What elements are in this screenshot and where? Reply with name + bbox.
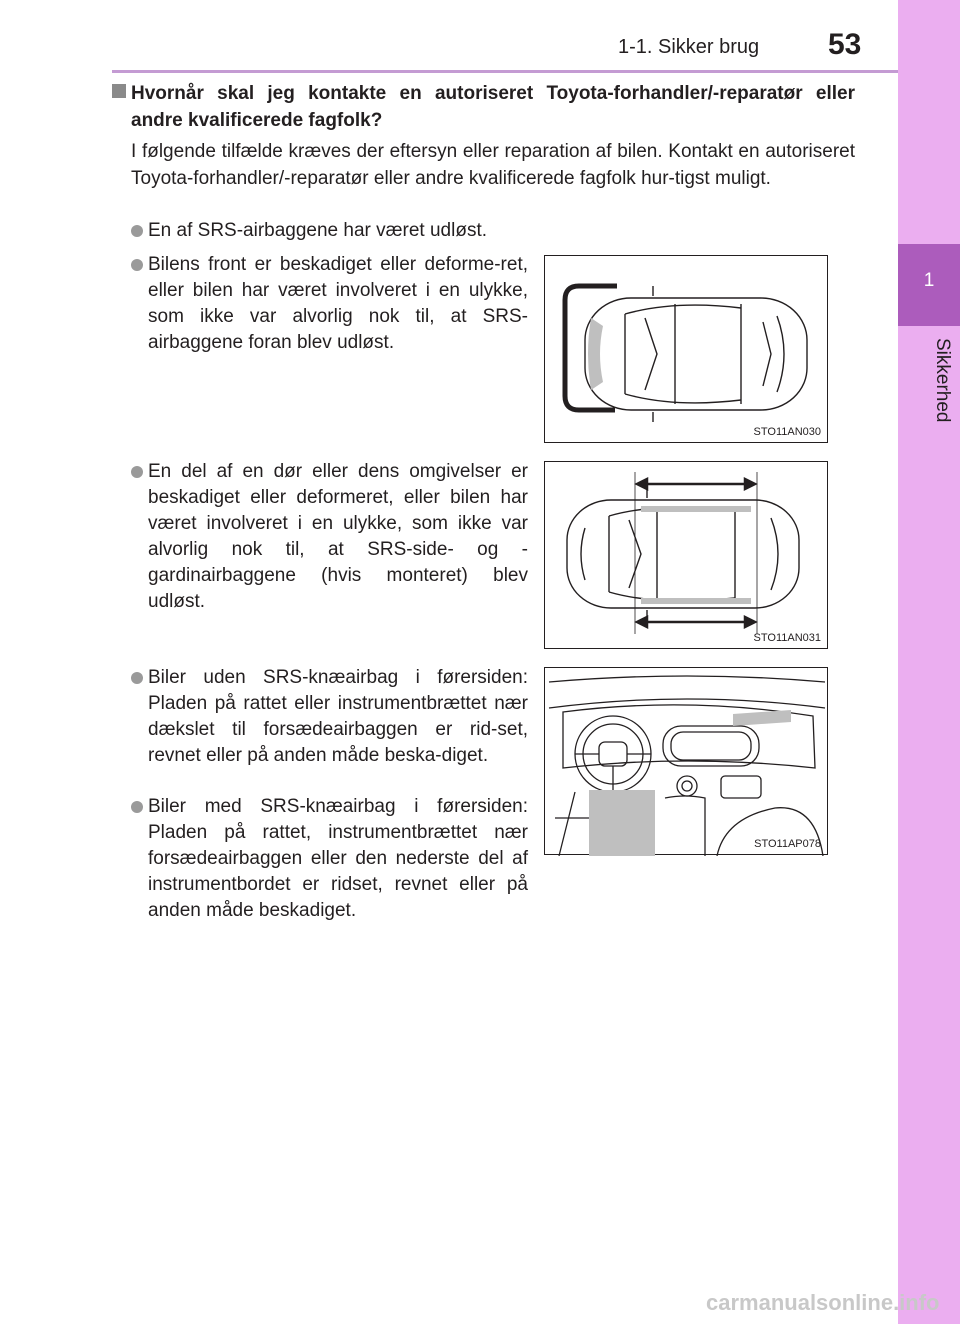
circle-bullet-icon bbox=[131, 466, 143, 478]
circle-bullet-icon bbox=[131, 801, 143, 813]
bullet-item: Biler med SRS-knæairbag i førersiden: Pladen på rattet, instrumentbrættet nær forsædeairbaggen eller den nederste del af instrumentbordet er ridset, revnet eller på anden måde beskadiget. bbox=[148, 796, 528, 921]
bullet-item: En af SRS-airbaggene har været udløst. bbox=[148, 220, 488, 241]
chapter-side-tab bbox=[898, 0, 960, 1324]
figure-code: STO11AN031 bbox=[753, 632, 821, 644]
figure-front-damage bbox=[544, 255, 828, 443]
car-top-view-side-illustration bbox=[545, 462, 829, 650]
figure-code: STO11AP078 bbox=[754, 838, 821, 850]
section-intro: I følgende tilfælde kræves der eftersyn eller reparation af bilen. Kontakt en autoriseret Toyota-forhandler/-reparatør eller andre kvalificerede fagfolk hur-tigst muligt. bbox=[131, 141, 855, 189]
bullet-item: Bilens front er beskadiget eller deforme-ret, eller bilen har været involveret i en ulykke, som ikke var alvorlig nok til, at SRS-airbaggene foran blev udløst. bbox=[148, 254, 528, 353]
section-heading: Hvornår skal jeg kontakte en autoriseret Toyota-forhandler/-reparatør eller andre kvalificerede fagfolk? bbox=[131, 83, 855, 131]
chapter-number: 1 bbox=[923, 270, 935, 291]
circle-bullet-icon bbox=[131, 225, 143, 237]
chapter-number-tab bbox=[898, 244, 960, 326]
dashboard-illustration bbox=[545, 668, 829, 856]
circle-bullet-icon bbox=[131, 672, 143, 684]
car-top-view-front-illustration bbox=[545, 256, 829, 444]
chapter-label: Sikkerhed bbox=[932, 338, 953, 423]
header-section-title: 1-1. Sikker brug bbox=[618, 36, 760, 58]
watermark: carmanualsonline.info bbox=[706, 1290, 940, 1315]
figure-dashboard bbox=[544, 667, 828, 855]
circle-bullet-icon bbox=[131, 259, 143, 271]
bullet-item: En del af en dør eller dens omgivelser er beskadiget eller deformeret, eller bilen har været involveret i en ulykke, som ikke var alvorlig nok til, at SRS-side- og -gardinairbaggene (hvis monteret) blev udløst. bbox=[148, 461, 528, 612]
bullet-item: Biler uden SRS-knæairbag i førersiden: Pladen på rattet eller instrumentbrættet nær dækslet til forsædeairbaggen er rid-set, revnet eller på anden måde beska-diget. bbox=[148, 667, 528, 766]
figure-side-damage bbox=[544, 461, 828, 649]
square-bullet-icon bbox=[112, 84, 126, 98]
page-number: 53 bbox=[828, 28, 862, 61]
header-divider bbox=[112, 70, 898, 73]
figure-code: STO11AN030 bbox=[753, 426, 821, 438]
